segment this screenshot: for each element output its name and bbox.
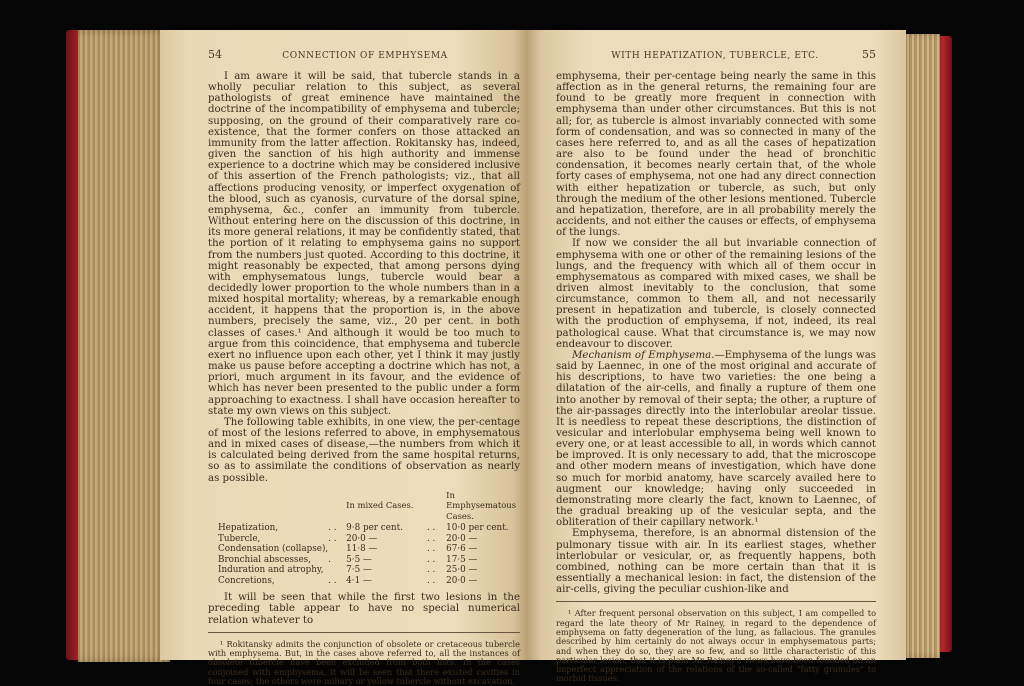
left-running-head [208,48,520,61]
row-separator: . . [426,565,436,576]
row-leader: . [328,554,331,565]
table-row [218,544,520,555]
left-paragraph-1: I am aware it will be said, that tubercle stands in a wholly peculiar relation to this subject, as several pathologists of great eminence have maintained the doctrine of the incompatibility of emphysema and tubercle; supposing, on the ground of their comparatively rare co-existence, that the former confers on those attacked an immunity from the latter affection. Rokitansky has, indeed, given the sanction of his high authority and immense experience to a doctrine which may be considered inclusive of this assertion of the French pathologists; viz., that all affections producing venosity, or imperfect oxygenation of the blood, such as cyanosis, curvature of the dorsal spine, emphysema, &c., confer an immunity from tubercle. Without entering here on the discussion of this doctrine, in its more general relations, it may be confidently stated, that the portion of it relating to emphysema gains no support from the numbers just quoted. According to this doctrine, it might reasonably be expected, that among persons dying with emphysematous lungs, tubercle would bear a decidedly lower proportion to the whole numbers than in a mixed hospital mortality; whereas, by a remarkable enough accident, it happens that the proportion is, in the above numbers, precisely the same, viz., 20 per cent. in both classes of cases.¹ And although it would be too much to argue from this coincidence, that emphysema and tubercle exert no influence upon each other, yet I think it may justly make us pause before accepting a doctrine which has not, a priori, much argument in its favour, and the evidence of which has never been presented to the public under a form approaching to exactness. I shall have occasion hereafter to state my own views on this subject. [208,71,520,417]
left-page-number: 54 [208,48,222,61]
table-header-mixed: In mixed Cases. [346,500,414,511]
right-paragraph-1: emphysema, their per-centage being nearly the same in this affection as in the general returns, the remaining four are found to be greatly more frequent in connection with emphysema than under other circumstances. But this is not all; for, as tubercle is almost invariably connected with some form of condensation, and was so connected in many of the cases here referred to, and as all the cases of hepatization are also to be found under the head of bronchitic condensation, it becomes nearly certain that, of the whole forty cases of emphysema, not one had any direct connection with either hepatization or tubercle, as such, but only through the medium of the other lesions mentioned. Tubercle and hepatization, therefore, are in all probability merely the accidents, and not either the causes or effects, of emphysema of the lungs. [556,71,876,239]
right-running-title: WITH HEPATIZATION, TUBERCLE, ETC. [611,51,819,61]
row-emph-value: 17·5 — [446,554,478,565]
left-footnote-text: ¹ Rokitansky admits the conjunction of obsolete or cretaceous tubercle with emphysema. But, in the cases above referred to, all the instances of obsolete tubercle have been excluded from both lists. In the cases conjoined with emphysema, it will be seen that there existed cavities in four cases; the others were miliary or yellow tubercle without excavation. [208,638,520,686]
mechanism-text: —Emphysema of the lungs was said by Laennec, in one of the most original and accurate of his descriptions, to have two varieties: the one being a dilatation of the air-cells, and finally a rupture of them one into another by removal of their septa; the other, a rupture of the air-passages directly into the interlobular areolar tissue. It is needless to repeat these descriptions, the distinction of vesicular and interlobular emphysema being well known to every one, or at least accessible to all, in words which cannot be improved. It is only necessary to add, that the microscope and other modern means of investigation, which have done so much for morbid anatomy, have scarcely availed here to augment our knowledge; having only succeeded in demonstrating more clearly the fact, known to Laennec, of the gradual breaking up of the vesicular septa, and the obliteration of their capillary network.¹ [556,349,876,529]
row-leader: . . [328,575,337,586]
row-emph-value: 25·0 — [446,565,478,576]
row-leader: . . [328,533,337,544]
row-leader [328,544,346,555]
right-paragraph-2: If now we consider the all but invariable connection of emphysema with one or other of the remaining lesions of the lungs, and the frequency with which all of them occur in emphysematous as compared with mixed cases, we shall be driven almost inevitably to the conclusion, that some circumstance, common to them all, and not necessarily present in hepatization and tubercle, is closely connected with the production of emphysema, if not, indeed, its real pathological cause. What that circumstance is, we may now endeavour to discover. [556,238,876,350]
table-row [218,565,520,576]
row-emph-value: 67·6 — [446,544,478,555]
page-block-left [78,30,170,662]
row-leader [328,565,346,576]
row-mixed-value: 7·5 — [346,565,372,576]
left-body [208,71,520,626]
right-footnote-text: ¹ After frequent personal observation on this subject, I am compelled to regard the late theory of Mr Rainey, in regard to the dependence of emphysema on fatty degeneration of the lung, as fallacious. The granules described by him certainly do not always occur in emphysematous parts; and when they do so, they are so few, and so little characteristic of this particular lesion, that it is plain Mr Rainey's views have been founded on an imperfect appreciation of the relations of the so-called "fatty granules" to morbid tissues. [556,608,876,684]
row-separator: . . [426,575,436,586]
right-page-number: 55 [861,48,876,61]
right-body [556,71,876,595]
left-footnote [208,640,520,686]
lesions-table [218,490,520,587]
row-separator: . . [426,533,436,544]
footnote-rule [556,601,876,602]
row-mixed-value: 20·0 — [346,533,378,544]
left-running-title: CONNECTION OF EMPHYSEMA [282,51,448,61]
table-row [218,555,520,566]
row-leader: . . [328,523,337,534]
row-label: Condensation (collapse), [218,544,329,555]
row-mixed-value: 4·1 — [346,575,372,586]
row-label: Induration and atrophy, [218,565,324,576]
page-block-right [900,34,940,658]
right-footnote [556,609,876,683]
left-page [160,30,528,686]
table-row [218,534,520,545]
row-separator: . . [426,523,436,534]
row-label: Tubercle, [218,533,261,544]
left-paragraph-after-table: It will be seen that while the first two lesions in the preceding table appear to have no special numerical relation whatever to [208,592,520,626]
footnote-rule [208,632,520,633]
row-emph-value: 20·0 — [446,533,478,544]
mechanism-heading: Mechanism of Emphysema. [572,349,715,361]
row-mixed-value: 11·8 — [346,544,378,555]
left-paragraph-2: The following table exhibits, in one view, the per-centage of most of the lesions referred to above, in emphysematous and in mixed cases of disease,—the numbers from which it is calculated being derived from the same hospital returns, so as to assimilate the conditions of observation as nearly as possible. [208,416,520,484]
row-separator: . . [426,554,436,565]
mechanism-paragraph [556,350,876,529]
row-label: Hepatization, [218,523,279,534]
row-emph-value: 20·0 — [446,575,478,586]
row-label: Bronchial abscesses, [218,554,311,565]
row-mixed-value: 9·8 per cent. [346,523,403,534]
row-label: Concretions, [218,575,275,586]
right-running-head [556,48,876,61]
row-mixed-value: 5·5 — [346,554,372,565]
table-row [218,523,520,534]
table-row [218,576,520,587]
row-emph-value: 10·0 per cent. [446,523,509,534]
table-header-emphysematous: In Emphysematous Cases. [446,489,517,521]
row-separator: . . [426,544,436,555]
right-paragraph-last: Emphysema, therefore, is an abnormal distension of the pulmonary tissue with air. In its earliest stages, whether interlobular or vesicular, or, as frequently happens, both combined, nothing can be more certain than that it is essentially a mechanical lesion: in fact, the distension of the air-cells, giving the peculiar cushion-like and [556,528,876,596]
right-page [526,30,906,684]
